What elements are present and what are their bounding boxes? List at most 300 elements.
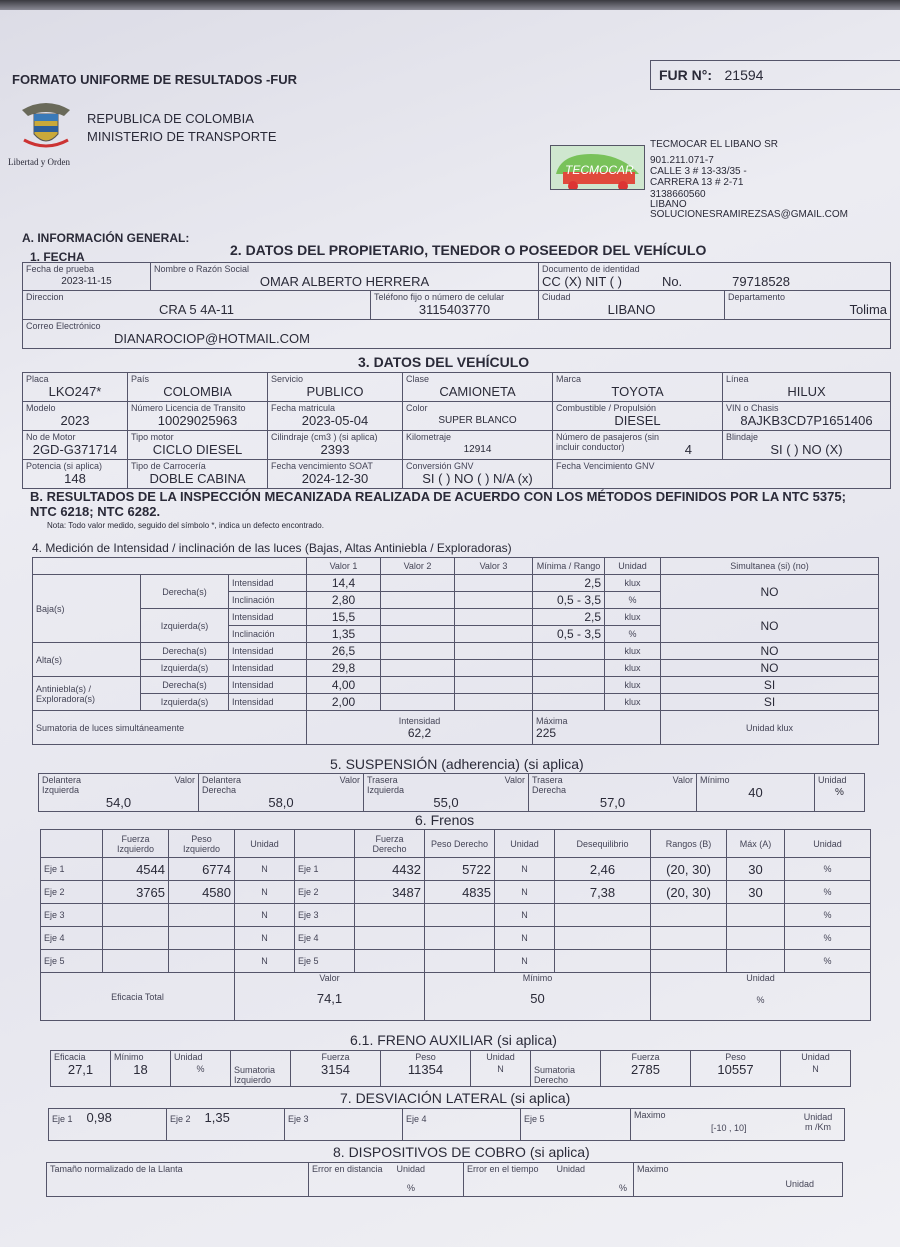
- dept-label: Departamento: [728, 292, 786, 302]
- brake-header: Unidad: [495, 830, 555, 858]
- brake-max: [727, 904, 785, 927]
- time-pct: %: [618, 1183, 627, 1193]
- aux-unit: %: [196, 1064, 205, 1074]
- cobro-table: [46, 1162, 843, 1197]
- field-value: PUBLICO: [306, 384, 364, 399]
- field-label: Combustible / Propulsión: [556, 403, 657, 413]
- field-value: SUPER BLANCO: [438, 415, 517, 426]
- light-group: Baja(s): [33, 575, 141, 643]
- light-row: [33, 575, 879, 592]
- light-side: Derecha(s): [141, 643, 229, 660]
- brake-fi: [103, 950, 169, 973]
- suspension-value: 57,0: [599, 795, 626, 810]
- brake-u3: %: [785, 927, 871, 950]
- field-value: 4: [684, 442, 692, 457]
- light-valor2: [381, 609, 455, 626]
- valor-label: Valor: [339, 775, 360, 785]
- photo-edge: [0, 0, 900, 10]
- fur-number: 21594: [724, 67, 764, 83]
- light-valor3: [455, 626, 533, 643]
- brake-row: [41, 904, 871, 927]
- cda-info: [650, 139, 848, 220]
- right-unit: N: [812, 1064, 819, 1074]
- field-value: HILUX: [787, 384, 826, 399]
- field-label: Tipo de Carrocería: [131, 461, 206, 471]
- brake-des: 2,46: [555, 858, 651, 881]
- field-label: Tipo motor: [131, 432, 174, 442]
- deviation-title: 7. DESVIACIÓN LATERAL (si aplica): [340, 1090, 571, 1106]
- light-side: Izquierda(s): [141, 694, 229, 711]
- sum-int: 62,2: [407, 725, 432, 740]
- light-simultanea: NO: [661, 575, 879, 609]
- field-value: 148: [64, 471, 86, 486]
- brake-u3: %: [785, 881, 871, 904]
- field-value: SI ( ) NO ( ) N/A (x): [422, 471, 533, 486]
- light-min: 2,5: [533, 609, 605, 626]
- form-title: FORMATO UNIFORME DE RESULTADOS -FUR: [12, 72, 298, 87]
- cda-email: SOLUCIONESRAMIREZSAS@GMAIL.COM: [650, 209, 848, 220]
- eje-label: Eje 4: [406, 1114, 427, 1124]
- brake-max: 30: [727, 881, 785, 904]
- brake-row: [41, 950, 871, 973]
- vehicle-field: [128, 431, 268, 460]
- phone-label: Teléfono fijo o número de celular: [374, 292, 505, 302]
- unit-label: Unidad: [174, 1052, 203, 1062]
- brakes-table: [40, 829, 871, 1021]
- light-measure: Intensidad: [229, 575, 307, 592]
- light-row: [33, 694, 879, 711]
- vehicle-field: [553, 431, 723, 460]
- field-value: SI ( ) NO (X): [770, 442, 843, 457]
- sum-int-label: Intensidad: [398, 715, 441, 726]
- vehicle-field: [403, 402, 553, 431]
- header-unidad: Unidad: [605, 558, 661, 575]
- brake-pd: [425, 927, 495, 950]
- eje-value: 0,98: [86, 1110, 112, 1125]
- field-label: Número Licencia de Transito: [131, 403, 246, 413]
- aux-eff: 27,1: [67, 1062, 94, 1077]
- max-label: Maximo: [634, 1110, 666, 1120]
- republica: REPUBLICA DE COLOMBIA: [87, 111, 254, 126]
- brake-rng: (20, 30): [651, 881, 727, 904]
- brake-fd: [355, 927, 425, 950]
- vehicle-field: [723, 431, 891, 460]
- brake-u2: N: [495, 858, 555, 881]
- coat-of-arms-logo: [18, 96, 74, 156]
- light-side: Izquierda(s): [141, 660, 229, 677]
- vehicle-field: [23, 373, 128, 402]
- eje-label: Eje 2: [170, 1114, 191, 1124]
- light-row: [33, 677, 879, 694]
- vehicle-field: [23, 460, 128, 489]
- light-min: [533, 643, 605, 660]
- deviation-eje: [403, 1109, 521, 1141]
- light-valor2: [381, 626, 455, 643]
- brake-des: 7,38: [555, 881, 651, 904]
- field-label: No de Motor: [26, 432, 76, 442]
- brake-pd: [425, 904, 495, 927]
- fecha-title: 1. FECHA: [30, 250, 85, 264]
- light-row: [33, 660, 879, 677]
- vehicle-field: [23, 431, 128, 460]
- light-valor1: 2,80: [307, 592, 381, 609]
- eff-label: Eficacia Total: [41, 973, 235, 1021]
- field-value: LKO247*: [48, 384, 102, 399]
- suspension-value: 55,0: [433, 795, 459, 810]
- light-measure: Intensidad: [229, 643, 307, 660]
- vehicle-field: [723, 402, 891, 431]
- suspension-table: [38, 773, 865, 812]
- brake-u3: %: [785, 904, 871, 927]
- fuerza-label: Fuerza: [321, 1052, 350, 1062]
- field-value: CAMIONETA: [439, 384, 516, 399]
- deviation-eje: [49, 1109, 167, 1141]
- brake-fi: [103, 927, 169, 950]
- valor-label: Valor: [174, 775, 195, 785]
- left-unit: N: [497, 1064, 504, 1074]
- aux-title: 6.1. FRENO AUXILIAR (si aplica): [350, 1032, 557, 1048]
- brakes-title: 6. Frenos: [415, 812, 475, 828]
- brake-header: Unidad: [235, 830, 295, 858]
- deviation-max: [-10 , 10]: [711, 1123, 747, 1133]
- brake-header: [295, 830, 355, 858]
- light-min: [533, 677, 605, 694]
- vehicle-field: [128, 373, 268, 402]
- owner-dept: Tolima: [849, 302, 888, 317]
- suspension-field: [364, 774, 529, 812]
- cda-city: LIBANO: [650, 199, 687, 210]
- dist-pct: %: [406, 1183, 415, 1193]
- section-a-title: A. INFORMACIÓN GENERAL:: [22, 231, 190, 245]
- unit-label: Unidad: [818, 775, 847, 785]
- field-value: TOYOTA: [611, 384, 664, 399]
- field-label: Fecha vencimiento SOAT: [271, 461, 373, 471]
- field-value: 10029025963: [157, 413, 238, 428]
- light-valor1: 15,5: [307, 609, 381, 626]
- light-valor1: 14,4: [307, 575, 381, 592]
- suspension-title: 5. SUSPENSIÓN (adherencia) (si aplica): [330, 756, 584, 772]
- brake-max: [727, 927, 785, 950]
- brake-fd: 4432: [355, 858, 425, 881]
- unit-label: Unidad: [746, 973, 775, 983]
- light-valor3: [455, 643, 533, 660]
- suspension-field: [199, 774, 364, 812]
- cda-phone: 3138660560: [650, 189, 706, 200]
- brake-eje: Eje 3: [295, 904, 355, 927]
- cda-name: TECMOCAR EL LIBANO SR: [650, 139, 778, 150]
- light-measure: Inclinación: [229, 626, 307, 643]
- vehicle-field: [128, 460, 268, 489]
- light-simultanea: NO: [661, 643, 879, 660]
- suspension-label: Trasera Derecha: [532, 775, 567, 795]
- right-peso: 10557: [717, 1062, 754, 1077]
- light-valor2: [381, 660, 455, 677]
- name-label: Nombre o Razón Social: [154, 264, 250, 274]
- field-value: 8AJKB3CD7P1651406: [740, 413, 873, 428]
- light-side: Izquierda(s): [141, 609, 229, 643]
- brake-header: Unidad: [785, 830, 871, 858]
- field-label: Marca: [556, 374, 582, 384]
- brake-eje: Eje 5: [295, 950, 355, 973]
- brake-pd: 5722: [425, 858, 495, 881]
- fur-number-box: [650, 60, 900, 90]
- lights-title: 4. Medición de Intensidad / inclinación de las luces (Bajas, Altas Antiniebla / Exploradoras): [32, 541, 512, 555]
- fecha-value: 2023-11-15: [61, 276, 112, 287]
- brake-u2: N: [495, 950, 555, 973]
- vehicle-row: [23, 402, 891, 431]
- sum-label: Sumatoria de luces simultáneamente: [33, 711, 307, 745]
- suspension-label: Trasera Izquierda: [367, 775, 405, 795]
- field-label: Fecha Vencimiento GNV: [556, 461, 655, 471]
- header-valor1: Valor 1: [307, 558, 381, 575]
- min-label: Mínimo: [522, 973, 553, 983]
- brake-header: Peso Izquierdo: [169, 830, 235, 858]
- sum-unit: Unidad klux: [661, 711, 879, 745]
- ministerio: MINISTERIO DE TRANSPORTE: [87, 129, 277, 144]
- brake-rng: [651, 927, 727, 950]
- fecha-label: Fecha de prueba: [26, 264, 95, 274]
- cda-nit: 901.211.071-7: [650, 155, 714, 166]
- vehicle-title: 3. DATOS DEL VEHÍCULO: [358, 354, 530, 370]
- light-valor2: [381, 643, 455, 660]
- deviation-table: [48, 1108, 845, 1141]
- light-simultanea: NO: [661, 609, 879, 643]
- vehicle-row: [23, 460, 891, 489]
- motto: Libertad y Orden: [8, 157, 70, 167]
- light-valor3: [455, 592, 533, 609]
- unit-label: Unidad: [486, 1052, 515, 1062]
- vehicle-field: [403, 431, 553, 460]
- field-label: Modelo: [26, 403, 56, 413]
- brake-eje: Eje 5: [41, 950, 103, 973]
- light-measure: Intensidad: [229, 660, 307, 677]
- light-min: 2,5: [533, 575, 605, 592]
- vehicle-field: [23, 402, 128, 431]
- left-peso: 11354: [407, 1062, 444, 1077]
- light-simultanea: SI: [661, 694, 879, 711]
- light-valor3: [455, 575, 533, 592]
- brake-fd: [355, 950, 425, 973]
- light-group: Antiniebla(s) / Exploradora(s): [33, 677, 141, 711]
- suspension-label: Delantera Izquierda: [42, 775, 82, 795]
- field-label: Color: [406, 403, 428, 413]
- doc-type: CC (X) NIT ( ): [542, 274, 622, 289]
- unit-label: Unidad: [396, 1164, 426, 1174]
- brake-fi: 3765: [103, 881, 169, 904]
- light-row: [33, 609, 879, 626]
- deviation-eje: [167, 1109, 285, 1141]
- min-label: Mínimo: [700, 775, 730, 785]
- eje-label: Eje 1: [52, 1114, 73, 1124]
- section-b-title: B. RESULTADOS DE LA INSPECCIÓN MECANIZADA REALIZADA DE ACUERDO CON LOS MÉTODOS DEFINIDOS POR LA NTC 5375; NTC 6218; NTC 6282.: [30, 489, 846, 519]
- field-value: 2023-05-04: [301, 413, 369, 428]
- brake-eje: Eje 2: [41, 881, 103, 904]
- brake-eje: Eje 3: [41, 904, 103, 927]
- vehicle-field: [268, 431, 403, 460]
- brake-u2: N: [495, 881, 555, 904]
- brake-pi: [169, 927, 235, 950]
- light-valor3: [455, 660, 533, 677]
- suspension-field: [39, 774, 199, 812]
- light-unit: klux: [605, 677, 661, 694]
- field-value: 12914: [463, 444, 492, 455]
- suspension-field: [529, 774, 697, 812]
- brake-u2: N: [495, 927, 555, 950]
- eff-label: Eficacia: [54, 1052, 86, 1062]
- header-minima: Mínima / Rango: [533, 558, 605, 575]
- owner-city: LIBANO: [607, 302, 656, 317]
- light-side: Derecha(s): [141, 575, 229, 609]
- light-side: Derecha(s): [141, 677, 229, 694]
- light-min: [533, 694, 605, 711]
- brake-pd: [425, 950, 495, 973]
- brake-fd: [355, 904, 425, 927]
- brake-u: N: [235, 927, 295, 950]
- light-valor3: [455, 694, 533, 711]
- email-label: Correo Electrónico: [26, 321, 101, 331]
- brake-header: Desequilibrio: [555, 830, 651, 858]
- vehicle-field: [268, 373, 403, 402]
- header-valor3: Valor 3: [455, 558, 533, 575]
- max-label: Maximo: [637, 1164, 669, 1174]
- field-value: DOBLE CABINA: [149, 471, 246, 486]
- left-sum-label: Sumatoria Izquierdo: [231, 1051, 291, 1087]
- doc-label: Documento de identidad: [542, 264, 640, 274]
- light-simultanea: NO: [661, 660, 879, 677]
- vehicle-field: [553, 460, 891, 489]
- light-valor1: 1,35: [307, 626, 381, 643]
- light-valor2: [381, 677, 455, 694]
- brake-eje: Eje 4: [295, 927, 355, 950]
- city-label: Ciudad: [542, 292, 571, 302]
- light-valor3: [455, 677, 533, 694]
- owner-title: 2. DATOS DEL PROPIETARIO, TENEDOR O POSEEDOR DEL VEHÍCULO: [230, 242, 707, 258]
- time-label: Error en el tiempo: [467, 1164, 539, 1174]
- owner-table: [22, 262, 891, 349]
- brake-des: [555, 950, 651, 973]
- field-value: 2GD-G371714: [32, 442, 118, 457]
- suspension-value: 58,0: [268, 795, 294, 810]
- light-measure: Intensidad: [229, 694, 307, 711]
- brake-header: Fuerza Izquierdo: [103, 830, 169, 858]
- light-valor1: 29,8: [307, 660, 381, 677]
- field-value: 2393: [320, 442, 350, 457]
- brake-eje: Eje 1: [41, 858, 103, 881]
- owner-name: OMAR ALBERTO HERRERA: [259, 274, 430, 289]
- aux-table: [50, 1050, 851, 1087]
- light-unit: klux: [605, 609, 661, 626]
- brake-des: [555, 927, 651, 950]
- brake-rng: (20, 30): [651, 858, 727, 881]
- eff-min: 50: [530, 991, 545, 1006]
- suspension-value: 54,0: [105, 795, 132, 810]
- brake-row: [41, 858, 871, 881]
- field-value: DIESEL: [614, 413, 661, 428]
- brake-header: Fuerza Derecho: [355, 830, 425, 858]
- brake-u: N: [235, 950, 295, 973]
- sum-max: 225: [536, 725, 557, 740]
- brake-pi: 6774: [169, 858, 235, 881]
- brake-u3: %: [785, 858, 871, 881]
- brake-pi: [169, 950, 235, 973]
- dist-label: Error en distancia: [312, 1164, 383, 1174]
- aux-min: 18: [133, 1062, 148, 1077]
- left-fuerza: 3154: [321, 1062, 350, 1077]
- vehicle-field: [268, 460, 403, 489]
- peso-label: Peso: [725, 1052, 746, 1062]
- no-label: No.: [661, 274, 683, 289]
- field-value: CICLO DIESEL: [152, 442, 243, 457]
- deviation-unit: m /Km: [805, 1122, 831, 1132]
- brake-row: [41, 881, 871, 904]
- brake-u: N: [235, 858, 295, 881]
- cda-address2: CARRERA 13 # 2-71: [650, 177, 744, 188]
- header-simultanea: Simultanea (si) (no): [661, 558, 879, 575]
- brake-eje: Eje 2: [295, 881, 355, 904]
- light-valor1: 26,5: [307, 643, 381, 660]
- vehicle-row: [23, 431, 891, 460]
- eje-value: 1,35: [204, 1110, 230, 1125]
- field-label: Potencia (si aplica): [26, 461, 103, 471]
- field-label: País: [131, 374, 150, 384]
- field-label: Número de pasajeros (sin incluir conductor): [556, 432, 660, 452]
- fuerza-label: Fuerza: [631, 1052, 660, 1062]
- tecmocar-logo: TECMOCAR: [550, 145, 645, 190]
- doc-number: 79718528: [732, 274, 791, 289]
- brake-header: Peso Derecho: [425, 830, 495, 858]
- cobro-title: 8. DISPOSITIVOS DE COBRO (si aplica): [333, 1144, 590, 1160]
- vehicle-field: [403, 460, 553, 489]
- eje-label: Eje 3: [288, 1114, 309, 1124]
- peso-label: Peso: [415, 1052, 436, 1062]
- field-label: Fecha matricula: [271, 403, 336, 413]
- brake-rng: [651, 904, 727, 927]
- brake-pi: [169, 904, 235, 927]
- valor-label: Valor: [504, 775, 525, 785]
- brake-eje: Eje 1: [295, 858, 355, 881]
- brake-row: [41, 927, 871, 950]
- brake-eje: Eje 4: [41, 927, 103, 950]
- owner-phone: 3115403770: [418, 302, 491, 317]
- field-label: Blindaje: [726, 432, 759, 442]
- light-unit: %: [605, 592, 661, 609]
- fur-label: FUR N°:: [659, 67, 713, 83]
- light-unit: klux: [605, 694, 661, 711]
- vehicle-field: [723, 373, 891, 402]
- brake-max: [727, 950, 785, 973]
- brake-des: [555, 904, 651, 927]
- deviation-eje: [521, 1109, 631, 1141]
- nota: Nota: Todo valor medido, seguido del símbolo *, indica un defecto encontrado.: [47, 521, 324, 530]
- vehicle-field: [553, 373, 723, 402]
- light-valor1: 2,00: [307, 694, 381, 711]
- field-label: Clase: [406, 374, 430, 384]
- brake-header: [41, 830, 103, 858]
- light-measure: Inclinación: [229, 592, 307, 609]
- suspension-min: 40: [748, 785, 763, 800]
- vehicle-field: [128, 402, 268, 431]
- lights-table: [32, 557, 879, 745]
- light-measure: Intensidad: [229, 609, 307, 626]
- light-min: [533, 660, 605, 677]
- valor-label: Valor: [672, 775, 693, 785]
- field-label: Placa: [26, 374, 49, 384]
- field-label: VIN o Chasis: [726, 403, 779, 413]
- light-min: 0,5 - 3,5: [533, 592, 605, 609]
- field-value: 2024-12-30: [301, 471, 369, 486]
- light-unit: klux: [605, 660, 661, 677]
- eff-unit: %: [756, 995, 765, 1005]
